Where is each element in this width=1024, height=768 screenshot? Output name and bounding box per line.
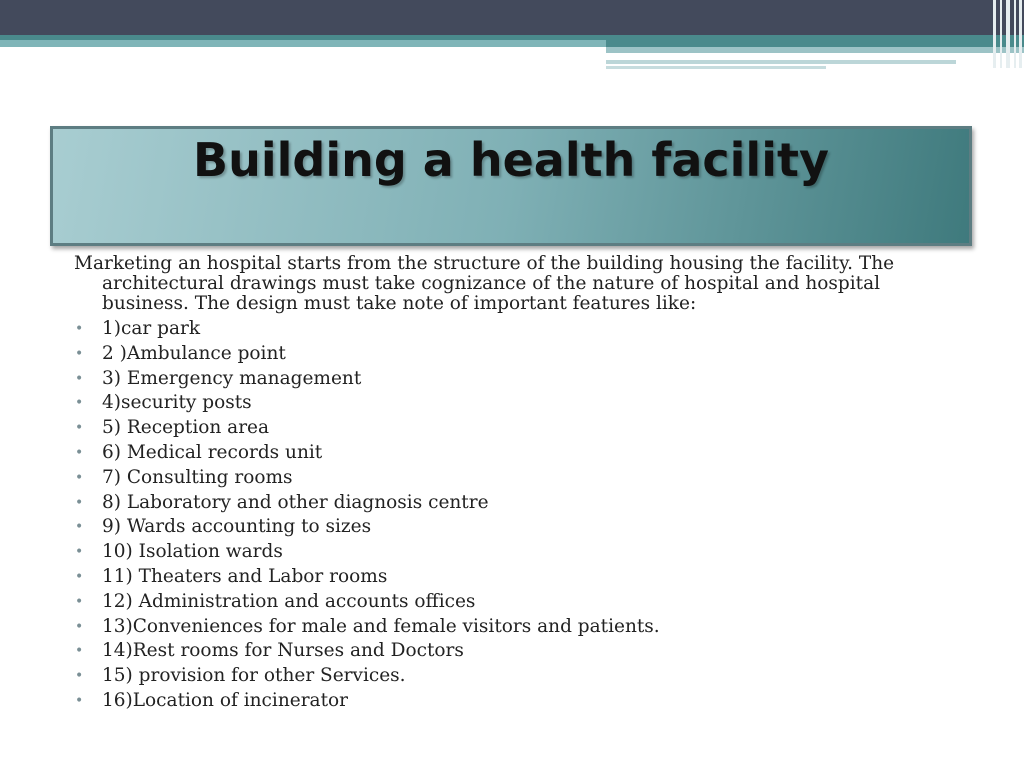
list-item bbox=[74, 639, 954, 664]
list-item-text: 6) Medical records unit bbox=[102, 441, 323, 463]
list-item-text: 11) Theaters and Labor rooms bbox=[102, 565, 388, 587]
list-item bbox=[74, 565, 954, 590]
header-stripe bbox=[1006, 0, 1010, 68]
header-stripe bbox=[1014, 0, 1016, 68]
list-item bbox=[74, 416, 954, 441]
list-item bbox=[74, 367, 954, 392]
list-item bbox=[74, 466, 954, 491]
list-item bbox=[74, 515, 954, 540]
bullet-icon: • bbox=[75, 395, 84, 412]
header-stripe bbox=[1000, 0, 1002, 68]
bullet-icon: • bbox=[75, 444, 84, 461]
list-item bbox=[74, 590, 954, 615]
list-item-text: 16)Location of incinerator bbox=[102, 689, 348, 711]
list-item bbox=[74, 689, 954, 714]
list-item-text: 2 )Ambulance point bbox=[102, 342, 286, 364]
list-item bbox=[74, 342, 954, 367]
bullet-icon: • bbox=[75, 321, 84, 337]
list-item bbox=[74, 540, 954, 565]
header-stripe bbox=[1019, 0, 1022, 68]
list-item bbox=[74, 317, 954, 342]
header-stripe bbox=[993, 0, 996, 68]
bullet-icon: • bbox=[75, 618, 84, 635]
list-item-text: 13)Conveniences for male and female visitors and patients. bbox=[102, 615, 660, 637]
bullet-icon: • bbox=[75, 593, 84, 610]
list-item bbox=[74, 491, 954, 516]
slide-body bbox=[74, 254, 954, 714]
list-item-text: 8) Laboratory and other diagnosis centre bbox=[102, 491, 489, 513]
list-item-text: 9) Wards accounting to sizes bbox=[102, 516, 372, 538]
bullet-icon: • bbox=[75, 420, 84, 437]
header-band-dark bbox=[0, 0, 1024, 35]
list-item bbox=[74, 391, 954, 416]
slide-title-box bbox=[50, 126, 972, 246]
bullet-icon: • bbox=[75, 568, 84, 585]
list-item-text: 14)Rest rooms for Nurses and Doctors bbox=[102, 640, 464, 662]
bullet-icon: • bbox=[75, 519, 84, 536]
list-item-text: 7) Consulting rooms bbox=[102, 466, 293, 488]
header-band-light bbox=[606, 66, 826, 69]
list-item bbox=[74, 664, 954, 689]
list-item-text: 5) Reception area bbox=[102, 417, 270, 439]
feature-list bbox=[74, 317, 954, 714]
header-band-light bbox=[606, 60, 956, 64]
slide-title: Building a health facility bbox=[193, 133, 829, 187]
bullet-icon: • bbox=[75, 692, 84, 709]
bullet-icon: • bbox=[75, 643, 84, 660]
bullet-icon: • bbox=[75, 668, 84, 685]
bullet-icon: • bbox=[75, 469, 84, 486]
bullet-icon: • bbox=[75, 544, 84, 561]
bullet-icon: • bbox=[75, 494, 84, 511]
list-item-text: 1)car park bbox=[102, 318, 201, 339]
list-item bbox=[74, 615, 954, 640]
list-item-text: 4)security posts bbox=[102, 392, 252, 414]
header-band-light bbox=[0, 40, 606, 47]
bullet-icon: • bbox=[75, 370, 84, 387]
list-item-text: 3) Emergency management bbox=[102, 367, 362, 389]
bullet-icon: • bbox=[75, 345, 84, 362]
list-item-text: 10) Isolation wards bbox=[102, 541, 283, 563]
list-item-text: 12) Administration and accounts offices bbox=[102, 590, 476, 612]
list-item-text: 15) provision for other Services. bbox=[102, 665, 406, 687]
intro-paragraph: Marketing an hospital starts from the structure of the building housing the facility. The architectural drawings must take cognizance of the nature of hospital and hospital business. The design must take note of important features like: bbox=[74, 253, 895, 314]
list-item bbox=[74, 441, 954, 466]
header-band-light bbox=[606, 47, 1024, 53]
